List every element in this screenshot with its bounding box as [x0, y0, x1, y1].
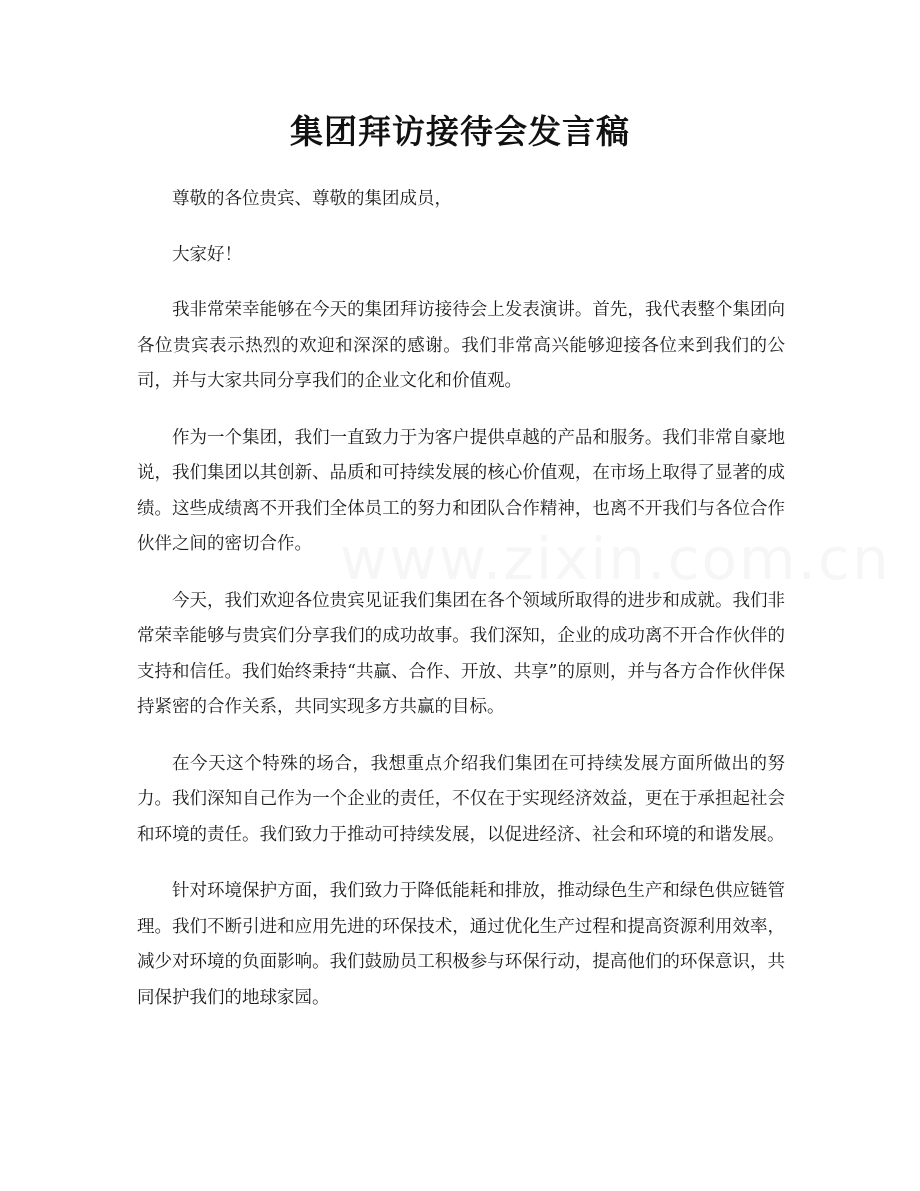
salutation-paragraph: 尊敬的各位贵宾、尊敬的集团成员，	[172, 189, 452, 209]
body-paragraph: 今天，我们欢迎各位贵宾见证我们集团在各个领域所取得的进步和成就。我们非常荣幸能够与贵宾们分享我们的成功故事。我们深知，企业的成功离不开合作伙伴的支持和信任。我们始终秉持“共赢、合作、开放、共享”的原则，并与各方合作伙伴保持紧密的合作关系，共同实现多方共赢的目标。	[137, 590, 785, 717]
greeting-paragraph: 大家好！	[172, 244, 242, 265]
document-title: 集团拜访接待会发言稿	[290, 112, 630, 151]
body-paragraph: 针对环境保护方面，我们致力于降低能耗和排放，推动绿色生产和绿色供应链管理。我们不断引进和应用先进的环保技术，通过优化生产过程和提高资源利用效率，减少对环境的负面影响。我们鼓励员工积极参与环保行动，提高他们的环保意识，共同保护我们的地球家园。	[137, 881, 785, 1008]
body-paragraph: 我非常荣幸能够在今天的集团拜访接待会上发表演讲。首先，我代表整个集团向各位贵宾表示热烈的欢迎和深深的感谢。我们非常高兴能够迎接各位来到我们的公司，并与大家共同分享我们的企业文化和价值观。	[137, 300, 785, 391]
body-paragraph: 在今天这个特殊的场合，我想重点介绍我们集团在可持续发展方面所做出的努力。我们深知自己作为一个企业的责任，不仅在于实现经济效益，更在于承担起社会和环境的责任。我们致力于推动可持续发展，以促进经济、社会和环境的和谐发展。	[137, 753, 785, 845]
document-body	[137, 182, 785, 1037]
body-paragraph: 作为一个集团，我们一直致力于为客户提供卓越的产品和服务。我们非常自豪地说，我们集团以其创新、品质和可持续发展的核心价值观，在市场上取得了显著的成绩。这些成绩离不开我们全体员工的努力和团队合作精神，也离不开我们与各位合作伙伴之间的密切合作。	[137, 427, 785, 554]
